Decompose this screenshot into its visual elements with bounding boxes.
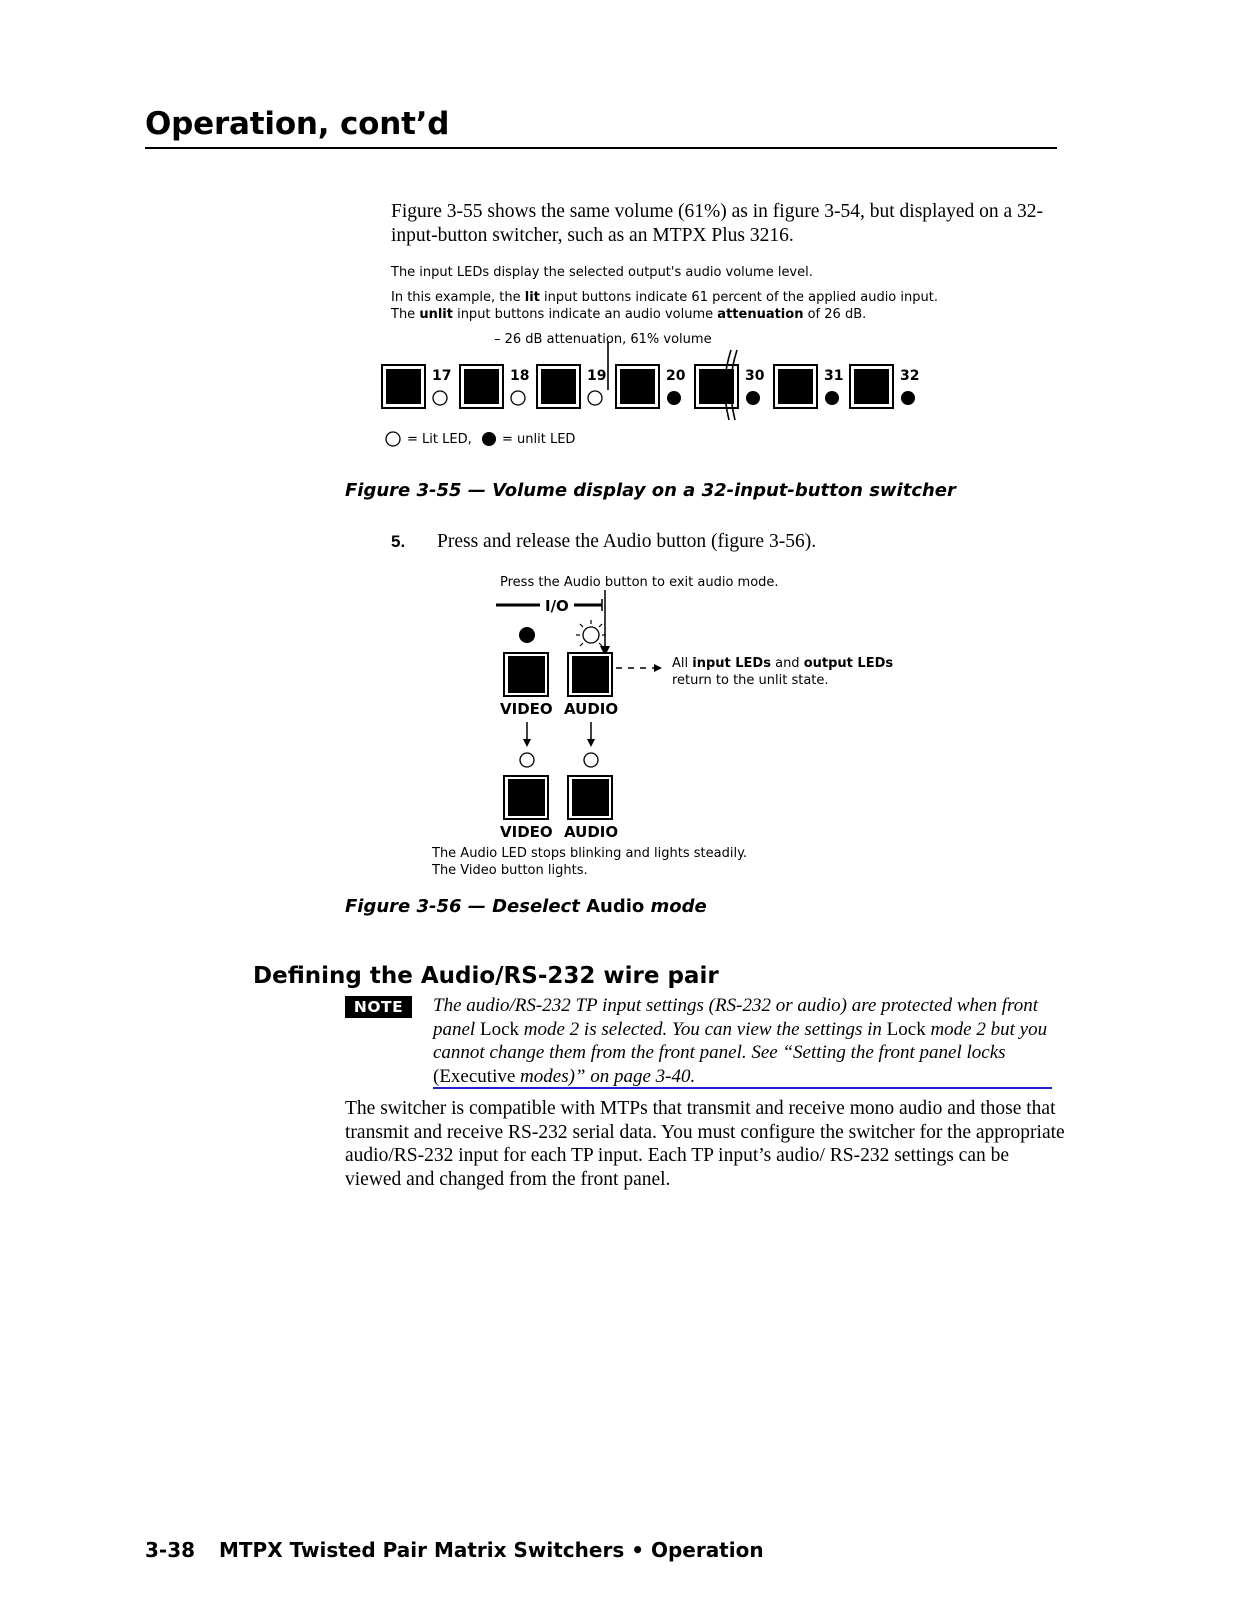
- side-note-arrowhead: [654, 664, 662, 672]
- legend-unlit-led-icon: [482, 432, 496, 446]
- top-video-button[interactable]: [504, 653, 548, 696]
- fig56-instruction: Press the Audio button to exit audio mode.: [500, 575, 779, 590]
- fig56-bottom-note: The Audio LED stops blinking and lights steadily. The Video button lights.: [432, 846, 748, 878]
- input-button-19[interactable]: [537, 365, 580, 408]
- step-number: 5: [391, 532, 401, 551]
- input-button-label: 18: [510, 368, 530, 384]
- top-audio-label: AUDIO: [564, 700, 619, 718]
- step-text: Press and release the Audio button (figure 3-56).: [437, 531, 817, 552]
- input-button-label: 30: [745, 368, 765, 384]
- section-title: Defining the Audio/RS-232 wire pair: [253, 963, 719, 989]
- led-unlit-31: [825, 391, 839, 405]
- bottom-video-label: VIDEO: [500, 823, 553, 840]
- led-lit-17: [433, 391, 447, 405]
- footer-title: MTPX Twisted Pair Matrix Switchers • Operation: [219, 1538, 764, 1562]
- bottom-audio-label: AUDIO: [564, 823, 619, 840]
- body-paragraph: The switcher is compatible with MTPs that transmit and receive mono audio and those that transmit and receive RS-232 serial data. You must configure the switcher for the appropriate audio/RS-232 input for each TP input. Each TP input’s audio/ RS-232 settings can be viewed and changed from the front panel.: [345, 1098, 1065, 1190]
- led-unlit-20: [667, 391, 681, 405]
- fig56-side-note: All input LEDs and output LEDs return to the unlit state.: [672, 656, 894, 688]
- bottom-audio-led-lit: [584, 753, 598, 767]
- audio-led-blinking-icon: [576, 620, 606, 646]
- input-button-18[interactable]: [460, 365, 503, 408]
- input-button-31[interactable]: [774, 365, 817, 408]
- input-button-20[interactable]: [616, 365, 659, 408]
- input-button-label: 20: [666, 368, 686, 384]
- bottom-audio-button[interactable]: [568, 776, 612, 819]
- led-unlit-30: [746, 391, 760, 405]
- top-audio-button[interactable]: [568, 653, 612, 696]
- legend-lit-led-icon: [386, 432, 400, 446]
- video-led-unlit: [519, 627, 535, 643]
- input-button-32[interactable]: [850, 365, 893, 408]
- bottom-video-led-lit: [520, 753, 534, 767]
- header-rule: [145, 147, 1057, 149]
- note-underline-rule: [433, 1087, 1052, 1089]
- page-footer: [145, 1538, 764, 1562]
- legend-unlit-label: = unlit LED: [502, 432, 576, 447]
- input-button-label: 17: [432, 368, 452, 384]
- bottom-video-button[interactable]: [504, 776, 548, 819]
- fig55-button-row-diagram: [380, 340, 960, 460]
- page-header-title: Operation, cont’d: [145, 106, 450, 142]
- input-button-label: 31: [824, 368, 844, 384]
- video-down-arrow: [523, 739, 531, 747]
- legend-lit-label: = Lit LED,: [407, 432, 472, 447]
- led-lit-18: [511, 391, 525, 405]
- fig56-caption: Figure 3-56 — Deselect Audio mode: [345, 896, 707, 917]
- top-video-label: VIDEO: [500, 700, 553, 718]
- fig55-caption: Figure 3-55 — Volume display on a 32-input-button switcher: [345, 480, 956, 501]
- led-lit-19: [588, 391, 602, 405]
- fig55-callout-lit: In this example, the lit input buttons indicate 61 percent of the applied audio input.: [391, 290, 938, 305]
- audio-down-arrow: [587, 739, 595, 747]
- intro-paragraph: Figure 3-55 shows the same volume (61%) as in figure 3-54, but displayed on a 32-input-button switcher, such as an MTPX Plus 3216.: [391, 201, 1044, 246]
- fig55-callout-led-display: The input LEDs display the selected output's audio volume level.: [391, 265, 813, 280]
- input-button-label: 19: [587, 368, 607, 384]
- input-button-label: 32: [900, 368, 920, 384]
- note-badge: NOTE: [345, 996, 412, 1018]
- fig56-audio-deselect-diagram: [490, 590, 910, 840]
- note-text: The audio/RS-232 TP input settings (RS-232 or audio) are protected when front panel Lock mode 2 is selected. You can view the settings in Lock mode 2 but you cannot change them from the front panel. See “Setting the front panel locks (Executive modes)” on page 3-40.: [433, 995, 1048, 1087]
- fig55-pointer-label: – 26 dB attenuation, 61% volume: [494, 332, 712, 347]
- input-button-17[interactable]: [382, 365, 425, 408]
- fig55-callout-unlit: The unlit input buttons indicate an audio volume attenuation of 26 dB.: [391, 307, 867, 322]
- led-unlit-32: [901, 391, 915, 405]
- step-5: 5. Press and release the Audio button (figure 3-56).: [391, 531, 817, 552]
- io-label: I/O: [545, 597, 569, 615]
- footer-page-number: 3-38: [145, 1538, 196, 1562]
